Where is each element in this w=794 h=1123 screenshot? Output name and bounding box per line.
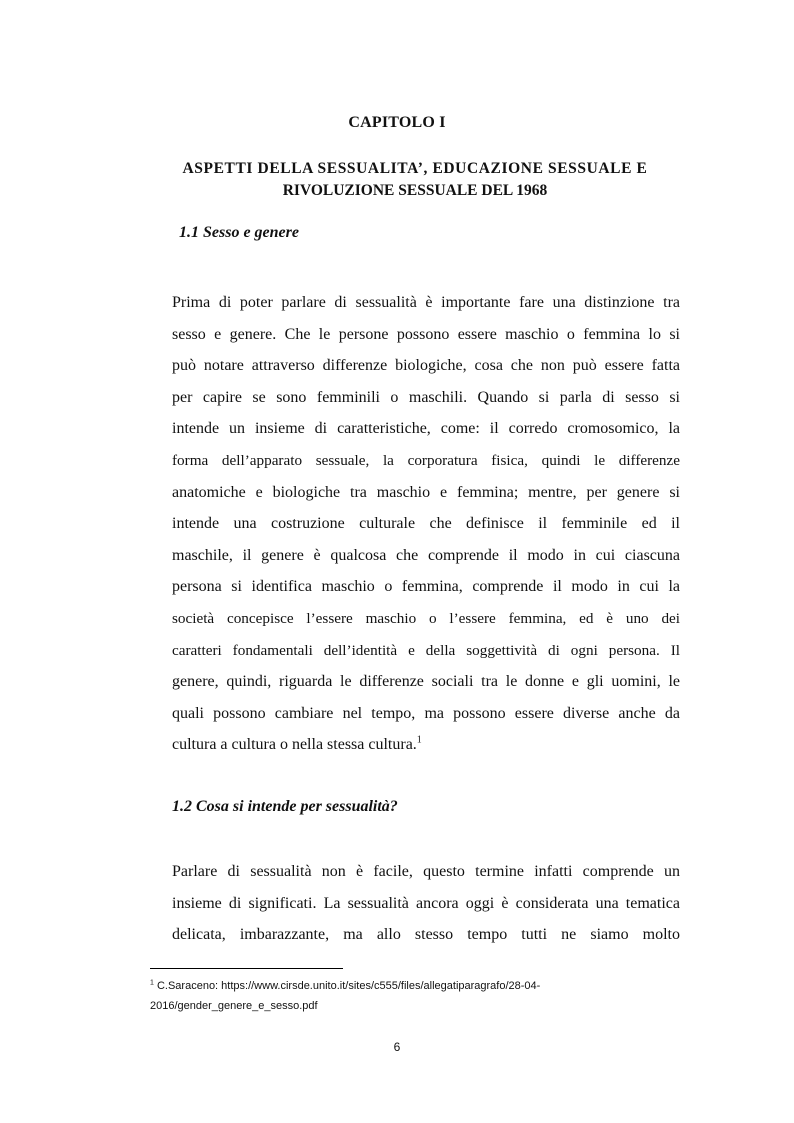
paragraph-line: Parlare di sessualità non è facile, questo termine infatti comprende un xyxy=(172,863,680,880)
paragraph-line: quali possono cambiare nel tempo, ma possono essere diverse anche da xyxy=(172,704,680,722)
paragraph-line-last xyxy=(172,729,680,761)
section-1-1-paragraph xyxy=(172,287,680,761)
section-heading-1-2: 1.2 Cosa si intende per sessualità? xyxy=(172,798,398,815)
footnote-reference[interactable]: 1 xyxy=(416,734,422,746)
footnote-line-2[interactable]: 2016/gender_genere_e_sesso.pdf xyxy=(150,1000,318,1012)
paragraph-line: caratteri fondamentali dell’identità e della soggettività di ogni persona. Il xyxy=(172,641,680,659)
footnote xyxy=(150,976,670,1016)
paragraph-line: intende una costruzione culturale che definisce il femminile ed il xyxy=(172,515,680,533)
footnote-line-1 xyxy=(150,976,670,996)
paragraph-line-text: cultura a cultura o nella stessa cultura. xyxy=(172,736,417,754)
section-heading-1-1: 1.1 Sesso e genere xyxy=(179,224,299,241)
paragraph-line: insieme di significati. La sessualità ancora oggi è considerata una tematica xyxy=(172,894,680,912)
chapter-subtitle-line-2: RIVOLUZIONE SESSUALE DEL 1968 xyxy=(282,182,548,199)
paragraph-line: forma dell’apparato sessuale, la corporatura fisica, quindi le differenze xyxy=(172,451,680,469)
paragraph-line: genere, quindi, riguarda le differenze sociali tra le donne e gli uomini, le xyxy=(172,673,680,691)
paragraph-line: per capire se sono femminili o maschili. Quando si parla di sesso si xyxy=(172,388,680,406)
footnote-separator xyxy=(150,968,343,969)
footnote-number: 1 xyxy=(150,979,154,987)
paragraph-line: sesso e genere. Che le persone possono essere maschio o femmina lo si xyxy=(172,325,680,343)
paragraph-line: può notare attraverso differenze biologiche, cosa che non può essere fatta xyxy=(172,357,680,375)
paragraph-line: delicata, imbarazzante, ma allo stesso tempo tutti ne siamo molto xyxy=(172,926,680,944)
page-number: 6 xyxy=(393,1040,401,1054)
chapter-title: CAPITOLO I xyxy=(348,114,446,131)
chapter-subtitle xyxy=(150,158,680,202)
paragraph-line: persona si identifica maschio o femmina, comprende il modo in cui la xyxy=(172,578,680,596)
chapter-subtitle-line-1: ASPETTI DELLA SESSUALITA’, EDUCAZIONE SESSUALE E xyxy=(182,160,648,177)
paragraph-line: maschile, il genere è qualcosa che comprende il modo in cui ciascuna xyxy=(172,546,680,564)
footnote-text[interactable]: C.Saraceno: https://www.cirsde.unito.it/sites/c555/files/allegatiparagrafo/28-04- xyxy=(156,980,541,992)
paragraph-line: società concepisce l’essere maschio o l’essere femmina, ed è uno dei xyxy=(172,609,680,627)
paragraph-line: intende un insieme di caratteristiche, come: il corredo cromosomico, la xyxy=(172,420,680,438)
paragraph-line: anatomiche e biologiche tra maschio e femmina; mentre, per genere si xyxy=(172,483,680,501)
section-1-2-paragraph xyxy=(172,856,680,951)
paragraph-line: Prima di poter parlare di sessualità è importante fare una distinzione tra xyxy=(172,294,680,311)
